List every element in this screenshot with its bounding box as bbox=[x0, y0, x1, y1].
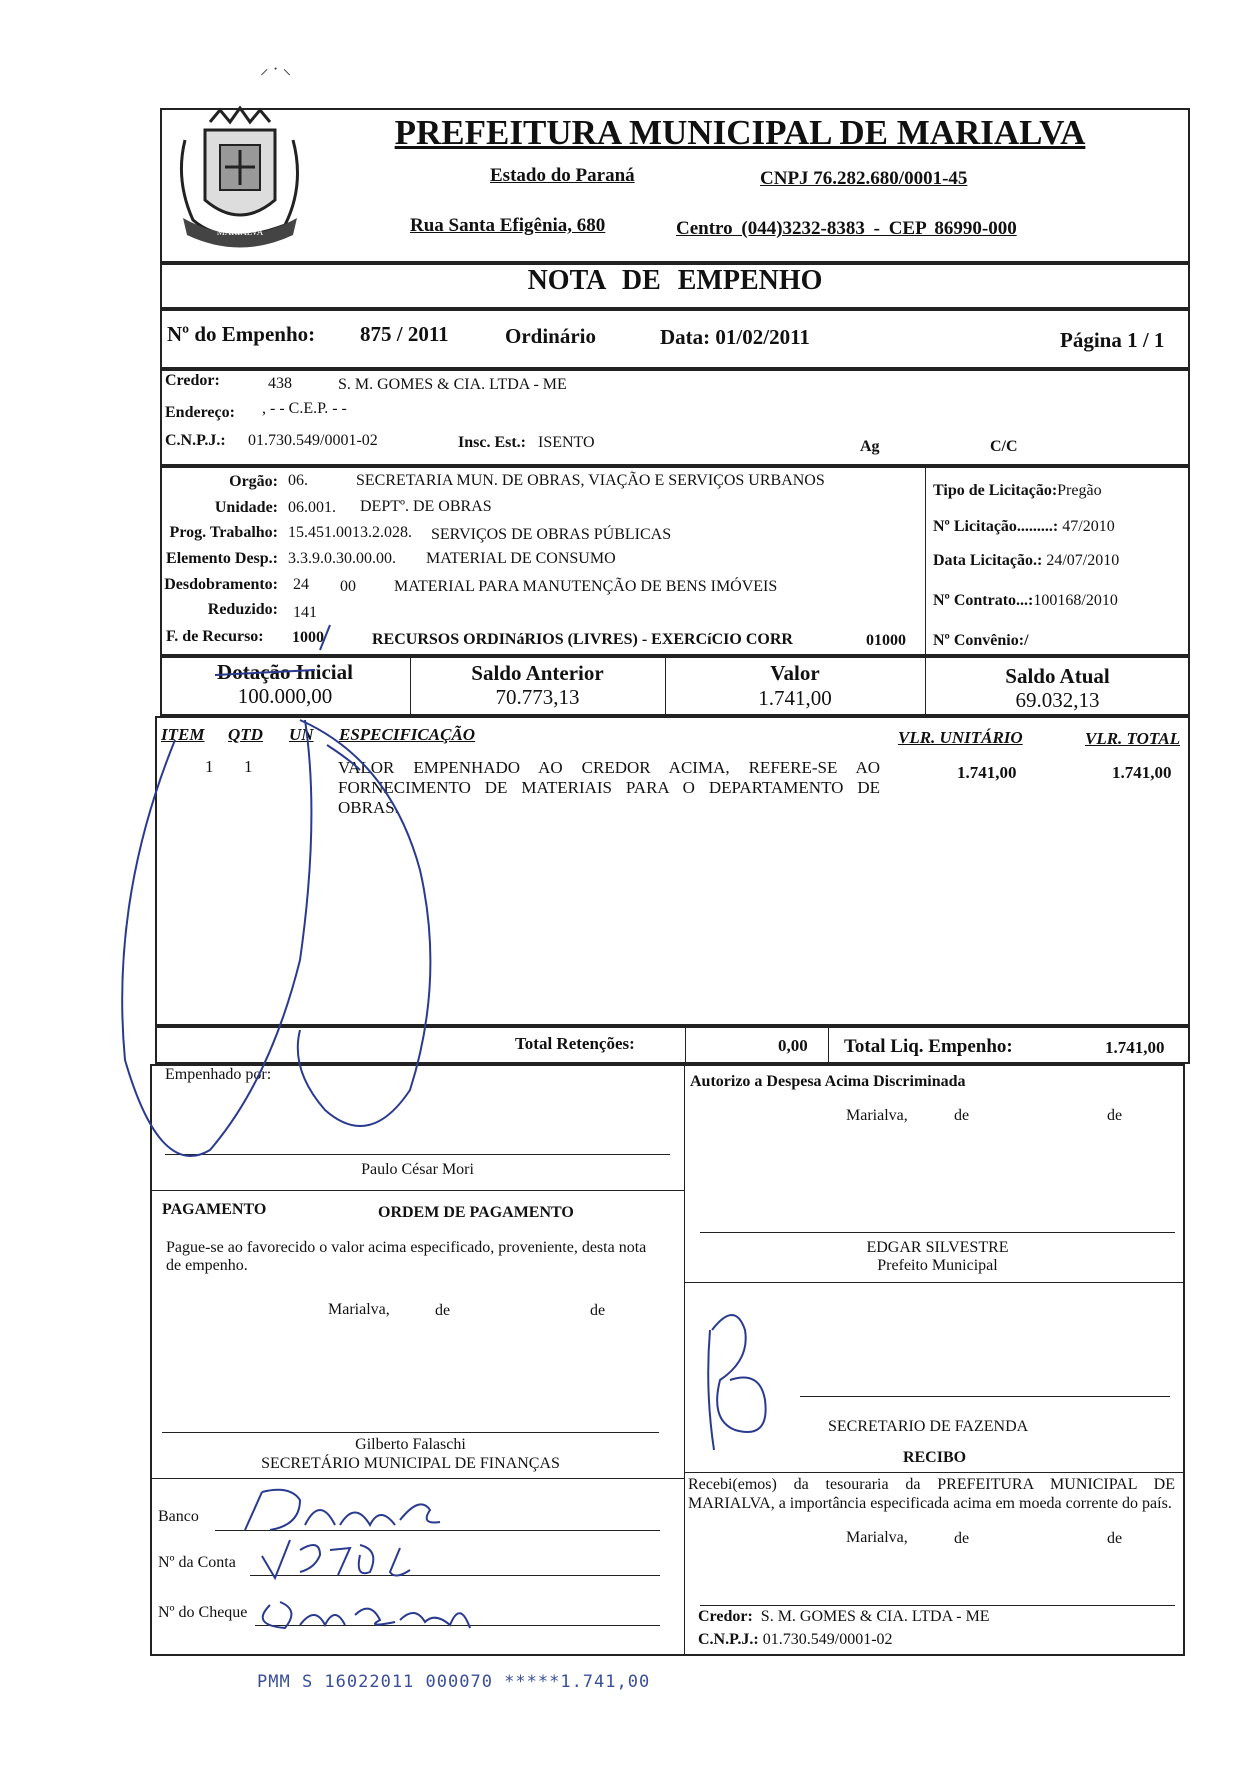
item-total-value: 1.741,00 bbox=[1112, 763, 1172, 782]
pagamento-label: PAGAMENTO bbox=[162, 1201, 267, 1218]
data-licitacao-label: Data Licitação.: bbox=[933, 552, 1043, 569]
unidade-code: 06.001. bbox=[288, 499, 336, 516]
item-spec: VALOR EMPENHADO AO CREDOR ACIMA, REFERE-SE AO FORNECIMENTO DE MATERIAIS PARA O DEPARTAMENTO DE OBRAS. bbox=[338, 758, 880, 817]
dotacao-strike bbox=[215, 670, 315, 675]
desdobramento-name: MATERIAL PARA MANUTENÇÃO DE BENS IMÓVEIS bbox=[394, 578, 778, 595]
insc-value: ISENTO bbox=[538, 434, 595, 451]
prefeito-role: Prefeito Municipal bbox=[877, 1257, 998, 1274]
pagamento-place: Marialva, bbox=[328, 1301, 390, 1318]
empenho-number-label: Nº do Empenho: bbox=[167, 322, 316, 346]
page-number: Página 1 / 1 bbox=[1060, 328, 1165, 352]
credor-cnpj: 01.730.549/0001-02 bbox=[248, 432, 378, 449]
recibo-title: RECIBO bbox=[902, 1449, 967, 1466]
top-mark: ⸝ · ⸜ bbox=[260, 59, 292, 78]
autorizo-title: Autorizo a Despesa Acima Discriminada bbox=[690, 1073, 966, 1090]
prog-label: Prog. Trabalho: bbox=[169, 524, 278, 541]
col-item: ITEM bbox=[161, 725, 205, 744]
liquido-value: 1.741,00 bbox=[1105, 1038, 1165, 1057]
retencoes-label: Total Retenções: bbox=[515, 1034, 635, 1053]
street-address: Rua Santa Efigênia, 680 bbox=[410, 215, 606, 236]
item-number: 1 bbox=[205, 757, 214, 776]
empenho-date: Data: 01/02/2011 bbox=[660, 325, 810, 349]
dotacao-value: 100.000,00 bbox=[237, 684, 333, 708]
item-qtd: 1 bbox=[244, 757, 253, 776]
reduzido-value: 141 bbox=[293, 604, 317, 621]
contrato-value: 100168/2010 bbox=[1033, 592, 1118, 609]
tipo-licitacao-value: Pregão bbox=[1057, 482, 1102, 499]
recibo-credor-label: Credor: bbox=[698, 1608, 753, 1625]
recurso-number: 01000 bbox=[866, 632, 906, 649]
col-vlr-total: VLR. TOTAL bbox=[1085, 729, 1181, 748]
prog-name: SERVIÇOS DE OBRAS PÚBLICAS bbox=[431, 526, 672, 543]
oval-scribble bbox=[122, 720, 430, 1156]
ordem-pagamento: ORDEM DE PAGAMENTO bbox=[378, 1204, 574, 1221]
valor-label: Valor bbox=[770, 661, 820, 685]
credor-label: Credor: bbox=[165, 372, 220, 389]
banco-label: Banco bbox=[158, 1508, 199, 1525]
data-licitacao-value: 24/07/2010 bbox=[1046, 552, 1120, 569]
credor-cnpj-label: C.N.P.J.: bbox=[165, 432, 226, 449]
col-vlr-unitario: VLR. UNITÁRIO bbox=[898, 728, 1023, 747]
saldo-atual-value: 69.032,13 bbox=[1015, 688, 1100, 712]
unidade-label: Unidade: bbox=[214, 499, 278, 516]
municipality-title: PREFEITURA MUNICIPAL DE MARIALVA bbox=[394, 113, 1086, 152]
liquido-label: Total Liq. Empenho: bbox=[844, 1036, 1013, 1057]
retencoes-value: 0,00 bbox=[778, 1036, 808, 1055]
prog-code: 15.451.0013.2.028. bbox=[288, 524, 412, 541]
recurso-label: F. de Recurso: bbox=[166, 628, 264, 645]
col-un: UN bbox=[289, 725, 314, 744]
secretario-role: SECRETÁRIO MUNICIPAL DE FINANÇAS bbox=[261, 1455, 560, 1472]
slash-mark bbox=[320, 625, 330, 650]
recibo-cnpj-value: 01.730.549/0001-02 bbox=[762, 1631, 893, 1648]
autorizo-de2: de bbox=[1107, 1107, 1123, 1124]
elemento-name: MATERIAL DE CONSUMO bbox=[426, 550, 616, 567]
empenho-type: Ordinário bbox=[505, 324, 597, 348]
pagamento-de1: de bbox=[435, 1302, 451, 1319]
orgao-code: 06. bbox=[288, 472, 308, 489]
reduzido-label: Reduzido: bbox=[207, 601, 278, 618]
unidade-name: DEPTº. DE OBRAS bbox=[360, 498, 492, 515]
num-licitacao-value: 47/2010 bbox=[1062, 518, 1115, 535]
conta-label: Nº da Conta bbox=[158, 1554, 236, 1571]
empenho-number: 875 / 2011 bbox=[360, 322, 449, 346]
convenio: Nº Convênio:/ bbox=[933, 632, 1029, 649]
recibo-de2: de bbox=[1107, 1530, 1123, 1547]
district-phone-cep: Centro (044)3232-8383 - CEP 86990-000 bbox=[676, 218, 1017, 239]
orgao-label: Orgão: bbox=[229, 473, 278, 490]
fazenda-signature bbox=[708, 1315, 765, 1450]
address-label: Endereço: bbox=[165, 404, 235, 421]
saldo-anterior-label: Saldo Anterior bbox=[471, 661, 604, 685]
valor-value: 1.741,00 bbox=[758, 686, 832, 710]
cheque-handwriting bbox=[263, 1602, 470, 1628]
banco-handwriting bbox=[245, 1490, 440, 1530]
check-stroke bbox=[327, 745, 360, 770]
cheque-label: Nº do Cheque bbox=[158, 1604, 248, 1621]
recurso-name: RECURSOS ORDINáRIOS (LIVRES) - EXERCíCIO CORR bbox=[372, 631, 793, 648]
empenhado-label: Empenhado por: bbox=[165, 1066, 272, 1083]
col-qtd: QTD bbox=[228, 725, 263, 744]
account-label: C/C bbox=[990, 438, 1018, 455]
pagamento-de2: de bbox=[590, 1302, 606, 1319]
desdobramento-label: Desdobramento: bbox=[164, 576, 278, 593]
credor-name: S. M. GOMES & CIA. LTDA - ME bbox=[338, 376, 567, 393]
dotacao-label: Dotação Inicial bbox=[217, 660, 353, 684]
credor-code: 438 bbox=[268, 375, 292, 392]
col-especificacao: ESPECIFICAÇÃO bbox=[339, 725, 476, 744]
desdobramento-b: 00 bbox=[340, 578, 356, 595]
elemento-label: Elemento Desp.: bbox=[166, 550, 278, 567]
saldo-anterior-value: 70.773,13 bbox=[495, 685, 580, 709]
autorizo-place: Marialva, bbox=[846, 1107, 908, 1124]
recurso-code: 1000 bbox=[292, 629, 324, 646]
autorizo-de1: de bbox=[954, 1107, 970, 1124]
address-value: , - - C.E.P. - - bbox=[262, 400, 347, 417]
recibo-credor-name: S. M. GOMES & CIA. LTDA - ME bbox=[760, 1608, 990, 1625]
fazenda-role: SECRETARIO DE FAZENDA bbox=[828, 1418, 1029, 1435]
secretario-name: Gilberto Falaschi bbox=[355, 1436, 466, 1453]
desdobramento-a: 24 bbox=[293, 576, 309, 593]
payment-stamp: PMM S 16022011 000070 *****1.741,00 bbox=[257, 1672, 651, 1692]
pagamento-text: Pague-se ao favorecido o valor acima especificado, proveniente, desta nota de empenho. bbox=[166, 1239, 647, 1274]
recibo-de1: de bbox=[954, 1530, 970, 1547]
saldo-atual-label: Saldo Atual bbox=[1005, 664, 1110, 688]
empenhado-name: Paulo César Mori bbox=[361, 1161, 474, 1178]
prefeito-name: EDGAR SILVESTRE bbox=[866, 1239, 1009, 1256]
recibo-place: Marialva, bbox=[846, 1529, 908, 1546]
seal-text: MARIALVA bbox=[216, 227, 264, 237]
state-name: Estado do Paraná bbox=[490, 165, 635, 186]
conta-handwriting bbox=[262, 1540, 410, 1578]
doc-title: NOTA DE EMPENHO bbox=[527, 265, 823, 296]
num-licitacao-label: Nº Licitação.........: bbox=[933, 518, 1059, 535]
agency-label: Ag bbox=[860, 438, 880, 455]
cnpj-header: CNPJ 76.282.680/0001-45 bbox=[760, 168, 968, 189]
orgao-name: SECRETARIA MUN. DE OBRAS, VIAÇÃO E SERVIÇOS URBANOS bbox=[356, 472, 825, 489]
tipo-licitacao-label: Tipo de Licitação: bbox=[933, 482, 1058, 499]
insc-label: Insc. Est.: bbox=[458, 434, 527, 451]
recibo-text: Recebi(emos) da tesouraria da PREFEITURA MUNICIPAL DE MARIALVA, a importância especificada acima em moeda corrente do país. bbox=[688, 1476, 1175, 1512]
item-unit-value: 1.741,00 bbox=[957, 763, 1017, 782]
recibo-cnpj-label: C.N.P.J.: bbox=[698, 1631, 759, 1648]
elemento-code: 3.3.9.0.30.00.00. bbox=[288, 550, 396, 567]
contrato-label: Nº Contrato...: bbox=[933, 592, 1034, 609]
